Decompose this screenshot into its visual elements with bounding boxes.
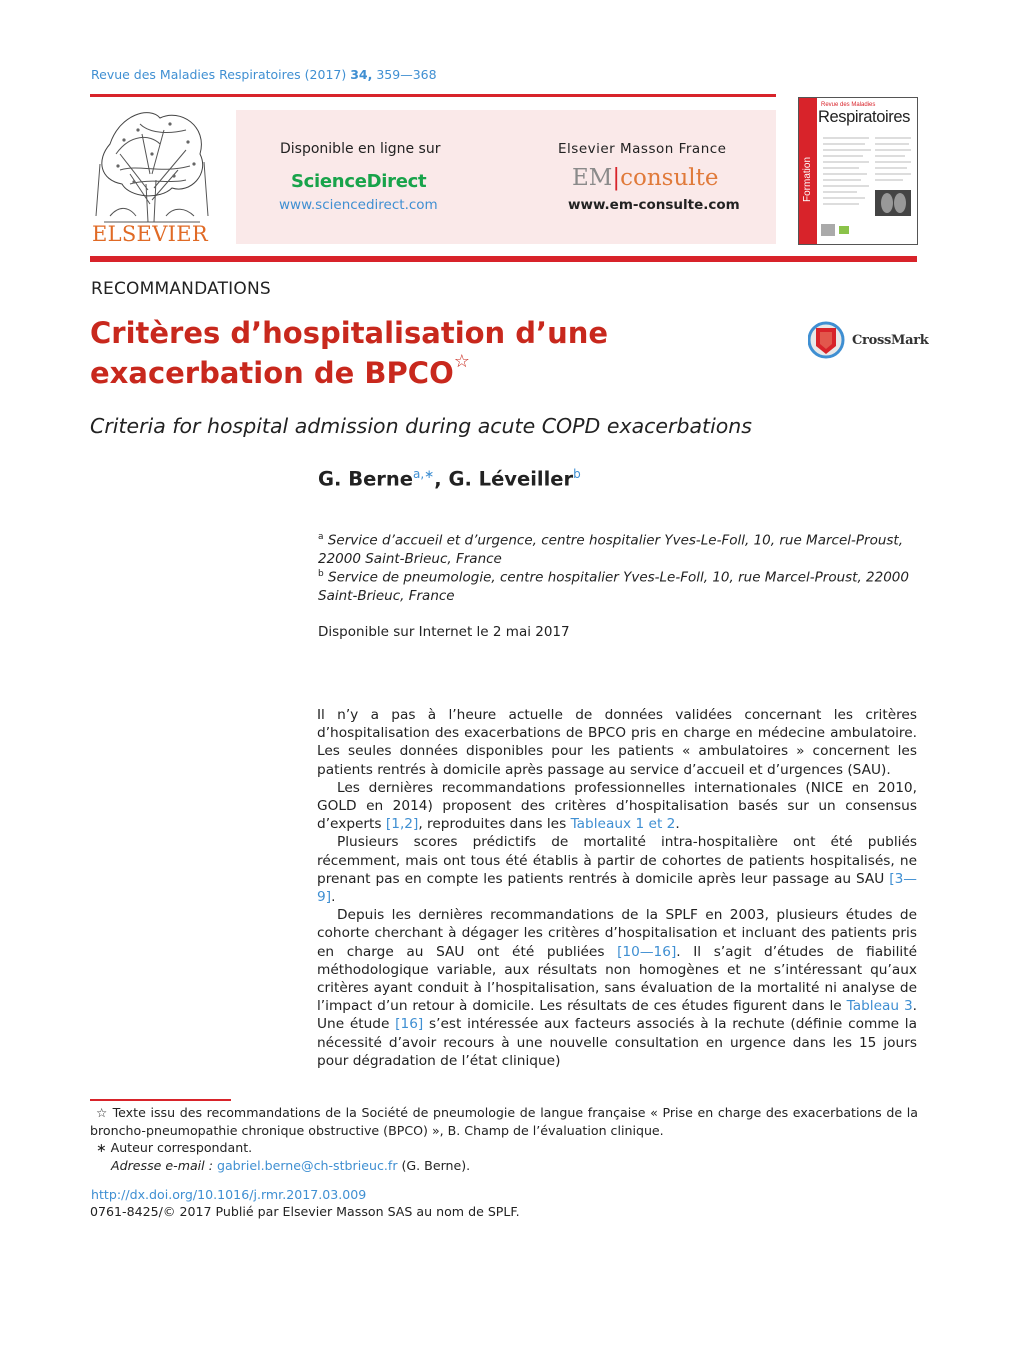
available-online-label: Disponible en ligne sur: [280, 141, 441, 157]
journal-reference: [91, 67, 437, 82]
cover-journal-title: Respiratoires: [818, 108, 911, 126]
affiliation-b-mark: b: [318, 569, 324, 579]
email-link[interactable]: gabriel.berne@ch-stbrieuc.fr: [216, 1157, 398, 1173]
copyright-line: 0761-8425/© 2017 Publié par Elsevier Masson SAS au nom de SPLF.: [90, 1204, 520, 1219]
footnote-2-text: Auteur correspondant.: [110, 1140, 253, 1155]
tables-1-2-link[interactable]: Tableaux 1 et 2: [570, 816, 676, 833]
author-list: [318, 467, 581, 491]
footnote-2: [90, 1139, 918, 1157]
emconsulte-logo: EM|consulte: [572, 165, 719, 191]
paragraph-3: Plusieurs scores prédictifs de mortalité intra-hospitalière ont été publiés récemment, mais ont tous été établis à partir de cohortes de patients hospitalisés, ne prenant pas en compte les patients rentrés à domicile après leur passage au SAU [3—9].: [317, 834, 917, 906]
email-suffix: (G. Berne).: [397, 1157, 471, 1173]
cover-side-label: Formation: [802, 156, 814, 203]
title-line-2: exacerbation de BPCO: [90, 356, 454, 390]
footnotes: [90, 1104, 918, 1174]
footnote-rule: [90, 1099, 231, 1101]
footnote-1-mark: ☆: [96, 1105, 108, 1120]
crossmark-badge[interactable]: [808, 318, 928, 364]
elsevier-wordmark: ELSEVIER: [92, 222, 208, 246]
author-2-affiliation-mark[interactable]: b: [573, 467, 581, 481]
journal-cover: [798, 97, 918, 245]
paragraph-1: Il n’y a pas à l’heure actuelle de données validées concernant les critères d’hospitalisation des exacerbations de BPCO pris en charge en médecine ambulatoire. Les seules données disponibles pour les patients « ambulatoires » concernent les patients rentrés à domicile après passage au service d’accueil et d’urgences (SAU).: [317, 707, 917, 778]
paragraph-2: Les dernières recommandations professionnelles internationales (NICE en 2010, GOLD en 2014) proposent des critères d’hospitalisation basés sur un consensus d’experts [1,2], reproduites dans les Tableaux 1 et 2.: [317, 779, 917, 833]
ref-link-3-9[interactable]: [3—9]: [317, 870, 917, 906]
affiliation-a-mark: a: [318, 532, 324, 542]
doi-link[interactable]: http://dx.doi.org/10.1016/j.rmr.2017.03.009: [91, 1187, 367, 1202]
corresponding-email: [90, 1157, 918, 1175]
ref-link-1-2[interactable]: [1,2]: [385, 816, 419, 833]
section-label: RECOMMANDATIONS: [91, 279, 271, 299]
crossmark-label: CrossMark: [852, 333, 929, 348]
online-date: Disponible sur Internet le 2 mai 2017: [318, 624, 570, 640]
affiliation-b: [318, 565, 918, 606]
header-rule: [90, 256, 917, 262]
journal-pages: 359—368: [376, 67, 437, 82]
top-rule: [90, 94, 776, 97]
paragraph-4: Depuis les dernières recommandations de la SPLF en 2003, plusieurs études de cohorte cherchant à dégager les critères d’hospitalisation et incluant des patients pris en charge au SAU ont été publiées [10—16]. Il s’agit d’études de fiabilité méthodologique variable, aux résultats non homogènes et ne s’intéressant qu’aux critères ayant conduit à l’hospitalisation, sans évaluation de la mortalité ni analyse de l’impact d’un retour à domicile. Les résultats de ces études figurent dans le Tableau 3. Une étude [16] s’est intéressée aux facteurs associés à la rechute (définie comme la nécessité d’avoir recours à une nouvelle consultation en urgence dans les 15 jours pour dégradation de l’état clinique): [317, 907, 918, 1069]
article-title: [90, 313, 770, 393]
title-footnote-mark[interactable]: ☆: [453, 351, 470, 372]
author-2: G. Léveiller: [448, 467, 574, 491]
footnote-1: [90, 1104, 918, 1139]
author-1-affiliation-mark[interactable]: a,∗: [413, 467, 435, 481]
affiliation-b-text: Service de pneumologie, centre hospitalier Yves-Le-Foll, 10, rue Marcel-Proust, 22000 Saint-Brieuc, France: [318, 569, 909, 604]
sciencedirect-link[interactable]: www.sciencedirect.com: [279, 197, 438, 213]
cover-journal-small: Revue des Maladies: [821, 102, 876, 108]
ref-link-10-16[interactable]: [10—16]: [617, 943, 677, 960]
author-separator: ,: [434, 467, 449, 491]
sciencedirect-logo: ScienceDirect: [291, 171, 427, 192]
title-line-1: Critères d’hospitalisation d’une: [90, 316, 609, 350]
emconsulte-link[interactable]: www.em-consulte.com: [568, 197, 740, 213]
ref-link-16[interactable]: [16]: [395, 1016, 424, 1033]
elsevier-masson-label: Elsevier Masson France: [558, 141, 727, 157]
affiliation-a-text: Service d’accueil et d’urgence, centre hospitalier Yves-Le-Foll, 10, rue Marcel-Proust, 22000 Saint-Brieuc, France: [318, 532, 903, 567]
article-body: [317, 706, 917, 1070]
affiliation-a: [318, 528, 918, 569]
article-subtitle: Criteria for hospital admission during acute COPD exacerbations: [90, 414, 752, 438]
journal-name: Revue des Maladies Respiratoires (2017): [91, 67, 347, 82]
author-1: G. Berne: [318, 467, 414, 491]
email-label: Adresse e-mail :: [111, 1157, 213, 1173]
footnote-2-mark: ∗: [96, 1140, 107, 1155]
journal-volume: 34,: [350, 67, 373, 82]
table-3-link[interactable]: Tableau 3: [846, 998, 913, 1015]
footnote-1-text: Texte issu des recommandations de la Société de pneumologie de langue française « Prise en charge des exacerbations de la broncho-pneumopathie chronique obstructive (BPCO) », B. Champ de l’évaluation clinique.: [90, 1105, 918, 1138]
